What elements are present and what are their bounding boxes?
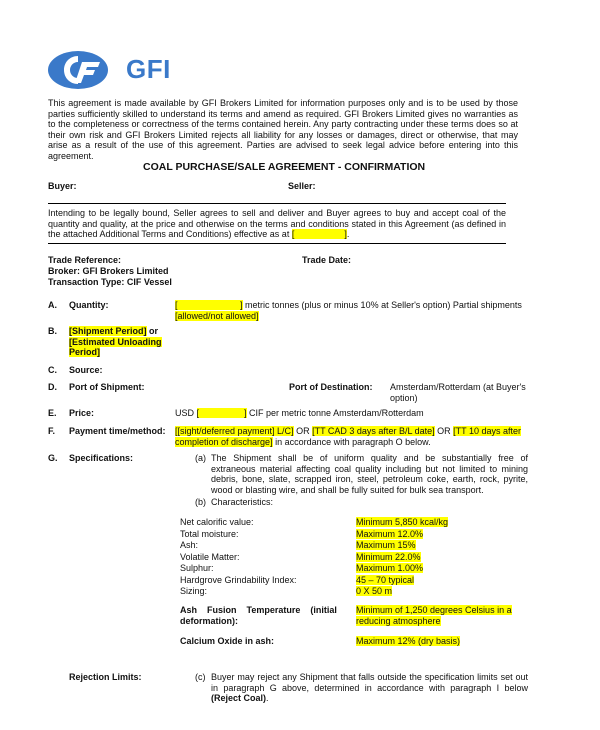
payment-or-2: OR [434,426,454,436]
spec-value: Maximum 15% [356,540,416,550]
spec-label: Ash: [180,540,199,550]
effective-date-blank[interactable]: [ ] [291,229,347,239]
ash-fusion-value: Minimum of 1,250 degrees Celsius in a reducing atmosphere [356,605,512,626]
partial-shipments-option[interactable]: [allowed/not allowed] [175,310,259,321]
item-c-letter: C. [48,365,57,375]
reject-coal-term: (Reject Coal) [211,693,267,703]
item-f-value [175,426,531,447]
price-prefix: USD [175,408,197,418]
gfi-logo [48,50,188,90]
item-b-label [69,326,179,358]
payment-or-1: OR [293,426,313,436]
item-b-or: or [146,326,159,336]
table-row [180,529,520,541]
quantity-text: metric tonnes (plus or minus 10% at Seller's option) Partial shipments [242,300,522,310]
intro-text: Intending to be legally bound, Seller agrees to sell and deliver and Buyer agrees to buy and accept coal of the quantity and quality, at the price and otherwise on the terms and conditions stated in this Agreement (as defined in the attached Additional Terms and Conditions) effective as at [48,208,506,239]
port-destination-label: Port of Destination: [289,382,373,392]
characteristics-table [180,517,520,598]
spec-value: 0 X 50 m [356,586,393,596]
unloading-period-option-end[interactable]: Period] [69,347,101,357]
price-text: CIF per metric tonne Amsterdam/Rotterdam [246,408,424,418]
table-row [180,552,520,564]
table-row [180,540,520,552]
divider-bottom [48,243,506,244]
quantity-blank[interactable]: [ ] [175,300,243,310]
spec-value: Maximum 12.0% [356,528,424,539]
transaction-type: Transaction Type: CIF Vessel [48,277,172,287]
item-g-letter: G. [48,453,58,463]
intro-paragraph [48,208,506,240]
spec-label: Volatile Matter: [180,551,240,562]
buyer-label: Buyer: [48,181,77,191]
ash-fusion-label: Ash Fusion Temperature (initial deformation): [180,605,337,626]
spec-b-marker: (b) [195,497,206,507]
spec-b-text: Characteristics: [211,497,274,507]
spec-label: Hardgrove Grindability Index: [180,574,297,585]
payment-option-tt-10-end[interactable]: completion of discharge] [175,436,273,447]
item-b-letter: B. [48,326,57,336]
spec-a-marker: (a) [195,453,206,463]
payment-option-tt-cad[interactable]: [TT CAD 3 days after B/L date] [312,426,435,436]
spec-label: Sulphur: [180,563,214,573]
rejection-limits-label: Rejection Limits: [69,672,142,682]
table-row [180,586,520,598]
shipment-period-option[interactable]: [Shipment Period] [69,326,147,336]
spec-label: Sizing: [180,586,208,596]
item-a-label: Quantity: [69,300,109,310]
disclaimer: This agreement is made available by GFI Brokers Limited for information purposes only and is to be used by those parties sufficiently skilled to understand its terms and amend as required. GFI Brokers Limited gives no warranties as to the completeness or correctness of the terms contained herein. Any party contracting under these terms does so at their own risk and GFI Brokers Limited rejects all liability for any losses or damages, direct or otherwise, that may arise as a result of the use of this agreement. Parties are advised to seek legal advice before entering into this agreement. [48,98,518,161]
item-d-letter: D. [48,382,57,392]
gfi-logo-icon [48,50,118,90]
spec-label: Total moisture: [180,528,239,539]
item-a-letter: A. [48,300,57,310]
rejection-text: Buyer may reject any Shipment that falls outside the specification limits set out in paragraph G above, determined in accordance with paragraph I below (Reject Coal). [211,672,528,703]
spec-value: Minimum 5,850 kcal/kg [356,517,449,527]
calcium-oxide-value: Maximum 12% (dry basis) [356,636,461,646]
item-e-letter: E. [48,408,57,418]
payment-option-lc[interactable]: [[sight/deferred payment] L/C] [175,426,294,436]
trade-reference: Trade Reference: [48,255,122,265]
spec-value: Minimum 22.0% [356,551,421,562]
table-row [180,517,520,529]
spec-a-text: The Shipment shall be of uniform quality and be substantially free of extraneous material affecting coal quality including but not limited to mining debris, bone, slate, scrapped iron, steel, petroleum coke, earth, rock, pyrite, wood or blasting wire, and shall be fully suited for bulk sea transport. [211,453,528,495]
item-c-label: Source: [69,365,103,375]
trade-date: Trade Date: [302,255,352,265]
rejection-marker: (c) [195,672,206,682]
table-row [180,563,520,575]
calcium-oxide-label: Calcium Oxide in ash: [180,636,275,646]
logo-text: GFI [126,54,171,84]
item-d-label: Port of Shipment: [69,382,145,392]
intro-end: . [346,229,350,239]
item-f-letter: F. [48,426,56,436]
broker: Broker: GFI Brokers Limited [48,266,169,276]
price-blank[interactable]: [ ] [196,408,247,418]
item-e-value [175,408,424,419]
port-destination-value: Amsterdam/Rotterdam (at Buyer's option) [390,382,526,403]
table-row [180,575,520,587]
spec-value: 45 – 70 typical [356,574,415,585]
divider-top [48,203,506,204]
item-a-value [175,300,527,321]
document-title: COAL PURCHASE/SALE AGREEMENT - CONFIRMATION [143,161,426,173]
item-f-label: Payment time/method: [69,426,166,436]
seller-label: Seller: [288,181,316,191]
unloading-period-option[interactable]: [Estimated Unloading [69,336,162,347]
payment-option-tt-10[interactable]: [TT 10 days after [453,426,522,436]
spec-value: Maximum 1.00% [356,563,424,573]
spec-label: Net calorific value: [180,517,254,527]
item-g-label: Specifications: [69,453,134,463]
payment-text: in accordance with paragraph O below. [272,436,431,447]
item-e-label: Price: [69,408,95,418]
